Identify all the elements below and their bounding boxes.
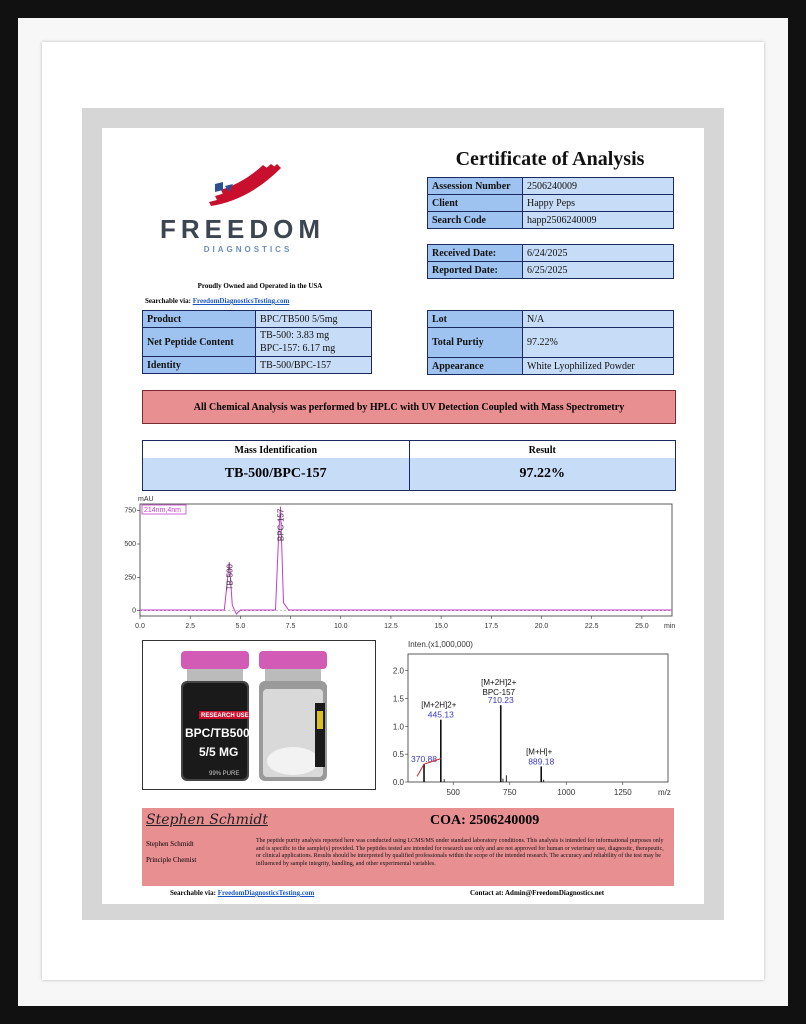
table-key: Total Purtiy (428, 328, 523, 358)
bottom-search-link[interactable]: FreedomDiagnosticsTesting.com (217, 889, 315, 897)
logo-wordmark: FREEDOM (160, 214, 325, 244)
ms-y-tick-label: 1.0 (392, 722, 404, 732)
lot-table (427, 310, 674, 375)
results-value: 97.22% (519, 466, 565, 481)
y-tick-label: 250 (124, 574, 136, 582)
ms-peak-label: 445.13 (427, 709, 454, 720)
table-key: Product (143, 311, 256, 328)
ms-x-tick-label: 750 (503, 788, 517, 797)
searchable-link[interactable]: FreedomDiagnosticsTesting.com (192, 297, 290, 305)
content-line-1: TB-500: 3.83 mg (260, 330, 330, 341)
table-value: 97.22% (523, 328, 674, 358)
ms-y-tick-label: 2.0 (392, 666, 404, 676)
vial-illustration (143, 641, 375, 789)
logo-subtitle: DIAGNOSTICS (203, 245, 293, 254)
ms-x-tick-label: 1250 (613, 788, 632, 797)
table-row (143, 311, 372, 328)
table-key: Net Peptide Content (143, 328, 256, 357)
hplc-chromatogram (110, 494, 680, 634)
table-value: happ2506240009 (523, 212, 674, 229)
ms-peak-tag: [M+H]+ (526, 747, 553, 757)
vial-band-label: RESEARCH USE (201, 713, 249, 719)
vial-photos (142, 640, 376, 790)
disclaimer: The peptide purity analysis reported here was conducted using LCMS/MS under standard laboratory conditions. This analysis is intended for informational purposes only and is specific to the sample(s) provided. The peptides tested are intended for research use only and are not approved for human or veterinary use, diagnostic, therapeutic, or clinical applications. Results should be interpreted by qualified professionals within the scope of the intended research. The accuracy and reliability of the test may be influenced by sample integrity, handling, and other experimental variables. (256, 838, 664, 867)
bottom-contact: Contact at: Admin@FreedomDiagnostics.net (470, 889, 605, 897)
x-tick-label: 17.5 (484, 623, 499, 630)
x-tick-label: 0.0 (135, 623, 145, 630)
results-mass: TB-500/BPC-157 (143, 458, 410, 490)
table-value: TB-500/BPC-157 (256, 357, 372, 374)
assession-table (427, 177, 674, 229)
table-value: N/A (523, 311, 674, 328)
chart-frame (140, 504, 672, 616)
table-row (428, 178, 674, 195)
searchable-label: Searchable via: (145, 297, 191, 305)
flag-logo-icon (205, 160, 285, 208)
table-value: 6/25/2025 (523, 262, 674, 279)
table-row (428, 311, 674, 328)
ms-x-tick-label: 1000 (557, 788, 576, 797)
table-value: BPC/TB500 5/5mg (256, 311, 372, 328)
searchable-top (145, 297, 289, 305)
product-table (142, 310, 372, 374)
table-row (143, 328, 372, 357)
vial-back (259, 651, 327, 781)
results-header-mass: Mass Identification (143, 441, 410, 459)
table-row (428, 358, 674, 375)
table-row (143, 357, 372, 374)
content-line-2: BPC-157: 6.17 mg (260, 343, 336, 354)
vial-purity-label: 99% PURE (209, 771, 240, 777)
x-tick-label: 7.5 (285, 623, 296, 630)
ms-peak-tag: [M+2H]2+ (481, 678, 517, 688)
ms-peak-tag: BPC-157 (482, 688, 515, 698)
table-key: Client (428, 195, 523, 212)
table-value: 6/24/2025 (523, 245, 674, 262)
ms-title: Inten.(x1,000,000) (408, 640, 473, 649)
table-value: Happy Peps (523, 195, 674, 212)
table-key: Lot (428, 311, 523, 328)
y-tick-label: 750 (124, 507, 136, 515)
x-tick-label: 5.0 (235, 623, 246, 630)
y-tick-label: 0 (132, 607, 136, 615)
ms-y-tick-label: 0.5 (392, 750, 404, 760)
table-key: Appearance (428, 358, 523, 375)
results-header (142, 440, 676, 460)
table-key: Reported Date: (428, 262, 523, 279)
x-tick-label: 15.0 (434, 623, 448, 630)
table-key: Identity (143, 357, 256, 374)
peak-label: BPC-157 (276, 508, 286, 542)
dates-table (427, 244, 674, 279)
chemist-name: Stephen Schmidt (146, 840, 194, 848)
bottom-search-label: Searchable via: (170, 889, 216, 897)
x-tick-label: 22.5 (584, 623, 599, 630)
table-value (256, 328, 372, 357)
ms-x-axis-label: m/z (658, 788, 671, 797)
owned-statement: Proudly Owned and Operated in the USA (197, 282, 323, 290)
peak-label: TB-500 (225, 564, 235, 591)
chemist-role: Principle Chemist (146, 856, 197, 864)
table-row (428, 245, 674, 262)
ms-y-tick-label: 1.5 (392, 694, 404, 704)
x-tick-label: 2.5 (185, 623, 196, 630)
table-value: 2506240009 (523, 178, 674, 195)
bottom-searchable (170, 889, 314, 897)
page-title: Certificate of Analysis (455, 148, 645, 170)
method-banner: All Chemical Analysis was performed by HPLC with UV Detection Coupled with Mass Spectrometry (142, 390, 676, 424)
y-tick-label: 500 (124, 541, 136, 548)
vial-name-label: BPC/TB500 (185, 726, 250, 740)
legend-label: 214nm,4nm (144, 507, 181, 514)
table-value: White Lyophilized Powder (523, 358, 674, 375)
ms-peak-tag: [M+2H]2+ (421, 700, 457, 710)
table-row (428, 212, 674, 229)
vial-dose-label: 5/5 MG (199, 745, 239, 759)
ms-peak-label: 889.18 (528, 756, 555, 767)
x-tick-label: 10.0 (333, 623, 348, 630)
signature: Stephen Schmidt (146, 812, 269, 828)
coa-number: COA: 2506240009 (430, 813, 540, 828)
table-key: Received Date: (428, 245, 523, 262)
x-tick-label: 25.0 (635, 623, 649, 630)
x-axis-label: min (664, 623, 676, 630)
table-row (428, 262, 674, 279)
ms-y-tick-label: 0.0 (392, 778, 404, 787)
table-key: Search Code (428, 212, 523, 229)
x-tick-label: 12.5 (384, 623, 398, 630)
results-row (142, 458, 676, 491)
y-axis-label: mAU (138, 496, 154, 503)
mass-spectrum (378, 636, 678, 800)
table-key: Assession Number (428, 178, 523, 195)
ms-peak-label: 710.23 (487, 695, 514, 706)
x-tick-label: 20.0 (534, 623, 549, 630)
ms-peak-label: 370.88 (411, 754, 438, 765)
chromatogram-trace (140, 507, 672, 614)
ms-x-tick-label: 500 (446, 788, 460, 797)
table-row (428, 328, 674, 358)
table-row (428, 195, 674, 212)
results-header-result: Result (528, 444, 556, 456)
